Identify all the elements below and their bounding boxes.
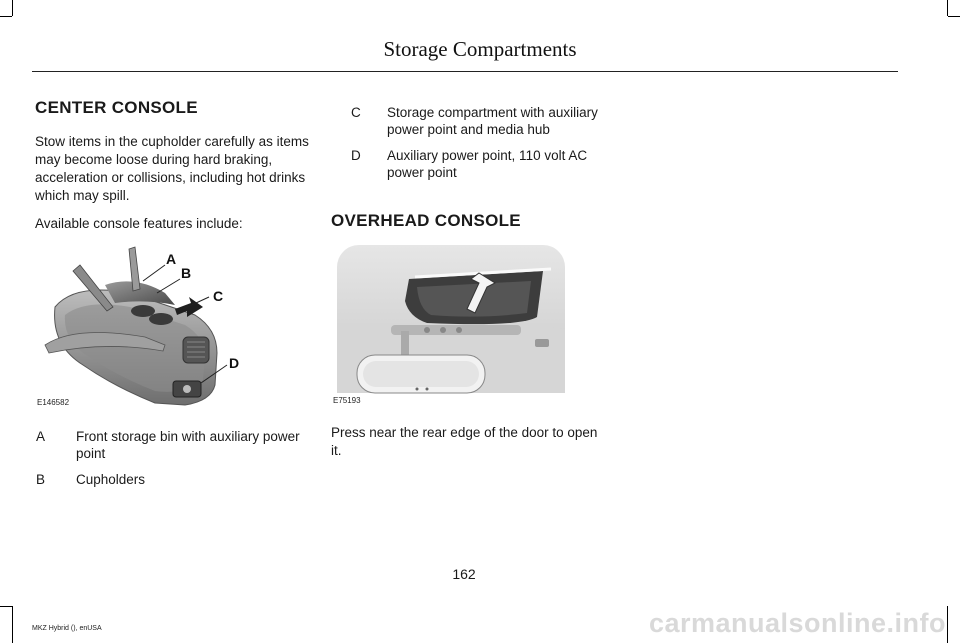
legend-key: C bbox=[351, 105, 361, 120]
watermark: carmanualsonline.info bbox=[648, 608, 946, 638]
figure-code: E146582 bbox=[37, 398, 70, 407]
overhead-console-illustration bbox=[331, 243, 571, 407]
crop-mark-bottom-right bbox=[947, 606, 948, 643]
callout-b: B bbox=[181, 265, 192, 281]
callout-a: A bbox=[166, 251, 177, 267]
page-number: 162 bbox=[452, 566, 476, 582]
console-features-intro: Available console features include: bbox=[35, 216, 243, 231]
legend-text: Cupholders bbox=[76, 472, 146, 487]
legend-text: Storage compartment with auxiliary power point and media hub bbox=[387, 105, 598, 137]
center-console-figure bbox=[35, 245, 275, 410]
callout-c: C bbox=[213, 288, 224, 304]
legend-key: A bbox=[36, 429, 46, 444]
legend-item-b bbox=[35, 471, 310, 488]
crop-mark-top-left bbox=[12, 0, 13, 16]
legend-item-d bbox=[331, 147, 606, 181]
legend-list bbox=[35, 428, 310, 488]
center-console-warning-text: Stow items in the cupholder carefully as items may become loose during hard braking, acceleration or collisions, including hot drinks which may spill. bbox=[35, 134, 309, 203]
overhead-console-instruction: Press near the rear edge of the door to open it. bbox=[331, 425, 598, 458]
crop-mark-top-right bbox=[948, 16, 960, 17]
legend-text: Front storage bin with auxiliary power point bbox=[76, 429, 300, 461]
legend-item-a bbox=[35, 428, 310, 462]
center-console-illustration bbox=[35, 245, 275, 410]
legend-item-c bbox=[331, 104, 606, 138]
center-console-heading: CENTER CONSOLE bbox=[35, 98, 198, 117]
column-two bbox=[331, 104, 606, 460]
overhead-console-figure bbox=[331, 243, 571, 407]
crop-mark-bottom-left bbox=[12, 606, 13, 643]
header-rule bbox=[32, 71, 898, 72]
figure-code: E75193 bbox=[333, 396, 361, 405]
legend-key: D bbox=[351, 148, 361, 163]
crop-mark-top-right bbox=[947, 0, 948, 16]
page-title: Storage Compartments bbox=[383, 37, 577, 61]
callout-d: D bbox=[229, 355, 240, 371]
crop-mark-bottom-left bbox=[0, 606, 12, 607]
center-console-section bbox=[35, 98, 310, 488]
overhead-console-heading: OVERHEAD CONSOLE bbox=[331, 211, 521, 230]
crop-mark-top-left bbox=[0, 16, 12, 17]
legend-text: Auxiliary power point, 110 volt AC power point bbox=[387, 148, 588, 180]
legend-key: B bbox=[36, 472, 46, 487]
document-id: MKZ Hybrid (), enUSA bbox=[32, 625, 102, 632]
